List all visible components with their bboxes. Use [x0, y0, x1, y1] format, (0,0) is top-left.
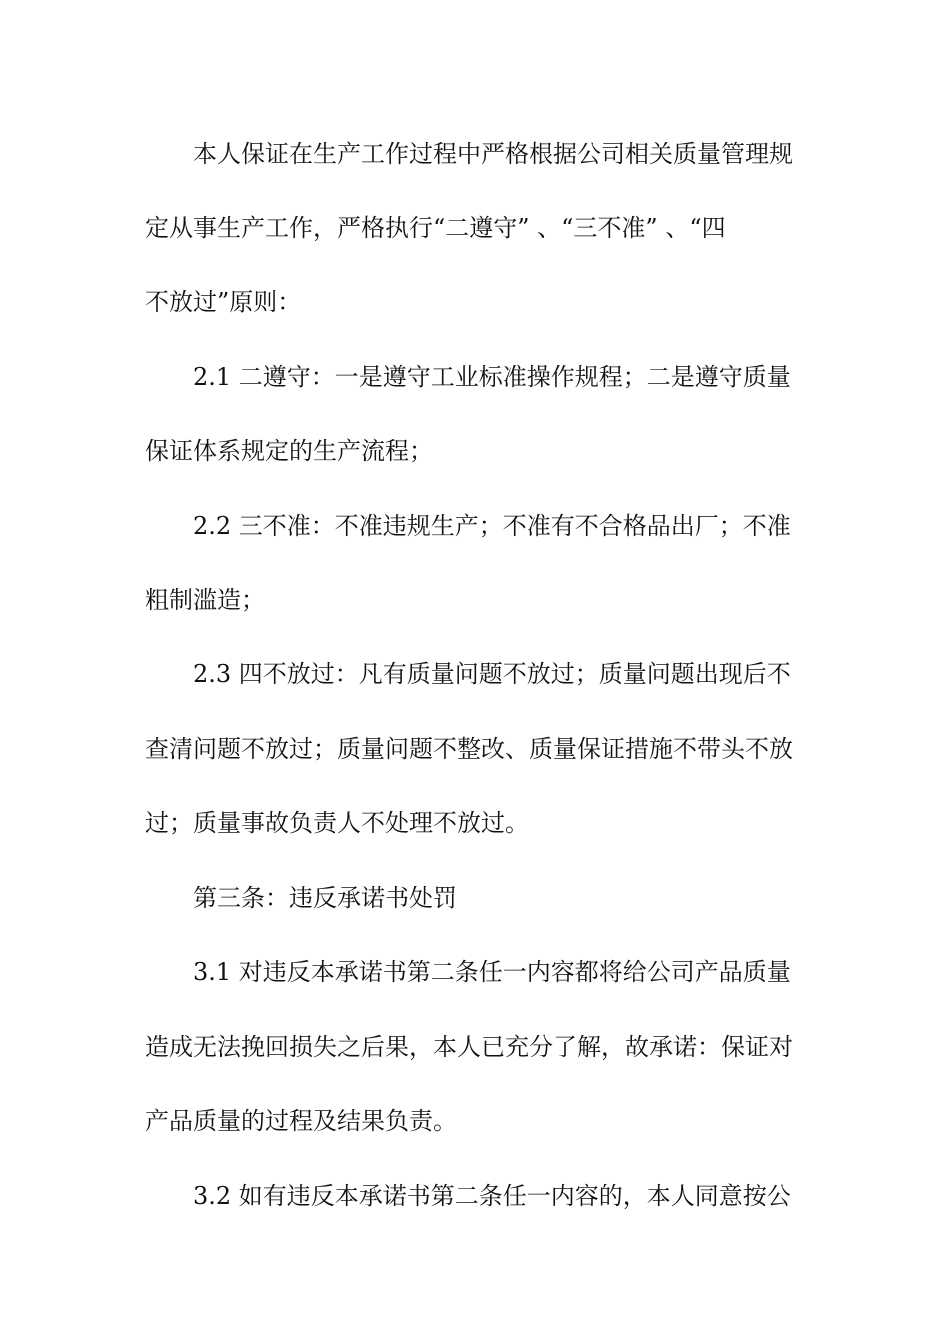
paragraph-line-quality-pledge: 本人保证在生产工作过程中严格根据公司相关质量管理规 [193, 140, 793, 168]
paragraph-line: 造成无法挽回损失之后果，本人已充分了解，故承诺：保证对 [145, 1033, 793, 1061]
clause-2-3-line: 2.3 四不放过：凡有质量问题不放过；质量问题出现后不 [193, 660, 791, 688]
paragraph-line: 查清问题不放过；质量问题不整改、质量保证措施不带头不放 [145, 735, 793, 763]
paragraph-line: 过；质量事故负责人不处理不放过。 [145, 809, 529, 837]
paragraph-line: 保证体系规定的生产流程； [145, 437, 433, 465]
paragraph-line: 粗制滥造； [145, 586, 265, 614]
paragraph-line: 定从事生产工作，严格执行“二遵守” 、“三不准” 、“四 [145, 214, 726, 242]
paragraph-line: 产品质量的过程及结果负责。 [145, 1107, 457, 1135]
clause-2-2-line: 2.2 三不准：不准违规生产；不准有不合格品出厂；不准 [193, 512, 791, 540]
paragraph-line: 不放过”原则： [145, 288, 302, 316]
clause-3-2-line: 3.2 如有违反本承诺书第二条任一内容的，本人同意按公 [193, 1182, 791, 1210]
clause-3-1-line: 3.1 对违反本承诺书第二条任一内容都将给公司产品质量 [193, 958, 791, 986]
clause-2-1-line: 2.1 二遵守：一是遵守工业标准操作规程；二是遵守质量 [193, 363, 791, 391]
section-heading-article-3: 第三条：违反承诺书处罚 [193, 884, 457, 912]
